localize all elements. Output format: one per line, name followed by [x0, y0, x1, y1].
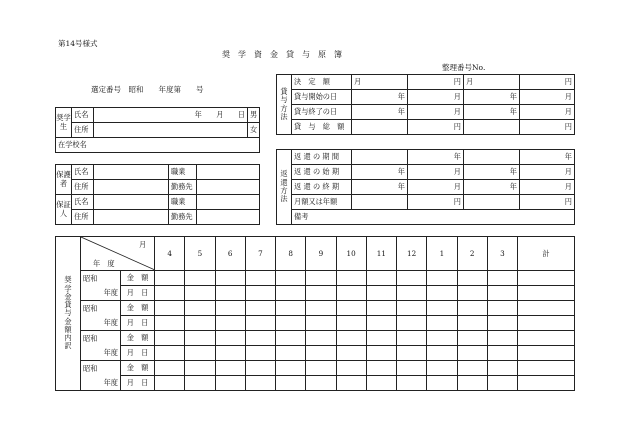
repay-label-2: 返 還 の 終 期 — [292, 180, 352, 195]
month-header: 月 — [139, 240, 147, 249]
page-title: 奨 学 資 金 貸 与 原 簿 — [222, 50, 342, 59]
date-label: 月 日 — [121, 316, 155, 331]
guardian-table — [55, 164, 260, 225]
repay-label-1: 返 還 の 始 期 — [292, 165, 352, 180]
month-3: 3 — [487, 237, 517, 271]
ledger-corner-header — [81, 237, 155, 271]
year-cell: 昭和 年度 — [81, 361, 121, 391]
date-label: 月 日 — [121, 346, 155, 361]
month-8: 8 — [276, 237, 306, 271]
guarantor-address-label: 住所 — [72, 210, 94, 225]
month-4: 4 — [155, 237, 185, 271]
loan-group-label: 貸与方法 — [277, 75, 292, 135]
student-birthdate: 年 月 日 — [94, 108, 248, 123]
amount-label: 金 額 — [121, 271, 155, 286]
male-label: 男 — [248, 108, 260, 123]
month-5: 5 — [185, 237, 215, 271]
seiri-number: 整理番号No. — [442, 63, 486, 72]
loan-label-2: 貸与終了の日 — [292, 105, 352, 120]
repay-label-0: 返 還 の 期 間 — [292, 150, 352, 165]
amount-label: 金 額 — [121, 301, 155, 316]
student-group-label: 奨学生 — [56, 108, 72, 138]
year-cell: 昭和 年度 — [81, 301, 121, 331]
amount-label: 金 額 — [121, 361, 155, 376]
month-7: 7 — [245, 237, 275, 271]
loan-label-3: 貸 与 総 額 — [292, 120, 352, 135]
month-10: 10 — [336, 237, 366, 271]
repay-group-label: 返還方法 — [277, 150, 292, 225]
month-1: 1 — [427, 237, 457, 271]
guarantor-group-label: 保証人 — [56, 195, 72, 225]
year-cell: 昭和 年度 — [81, 271, 121, 301]
date-label: 月 日 — [121, 376, 155, 391]
student-address-label: 住所 — [72, 123, 94, 138]
guarantor-job-label: 職業 — [169, 195, 197, 210]
guardian-address-label: 住所 — [72, 180, 94, 195]
school-name-label: 在学校名 — [56, 138, 260, 153]
month-2: 2 — [457, 237, 487, 271]
student-address-value — [94, 123, 248, 138]
year-header: 年 度 — [93, 259, 115, 268]
guardian-work-label: 勤務先 — [169, 180, 197, 195]
selection-number: 選定番号 昭和 年度第 号 — [91, 85, 204, 94]
female-label: 女 — [248, 123, 260, 138]
loan-label-0: 決 定 額 — [292, 75, 352, 90]
student-table — [55, 107, 260, 153]
month-12: 12 — [397, 237, 427, 271]
guardian-job-label: 職業 — [169, 165, 197, 180]
year-cell: 昭和 年度 — [81, 331, 121, 361]
remarks-label: 備考 — [292, 210, 352, 225]
loan-label-1: 貸与開始の日 — [292, 90, 352, 105]
ledger-group-label: 奨学金貸与金額内訳 — [56, 237, 81, 391]
guarantor-name-label: 氏名 — [72, 195, 94, 210]
date-label: 月 日 — [121, 286, 155, 301]
loan-table: 貸与方法 決 定 額 月 円 月 円 貸与開始の日 年 月 年 月 貸与終了の日 年 月 年 月 貸 与 総 額 円 円 — [276, 74, 575, 135]
repay-table: 返還方法 返 還 の 期 間 年 年 返 還 の 始 期 年 月 年 月 返 還 の 終 期 年 月 年 月 月額又は年額 円 円 備考 — [276, 149, 575, 225]
student-name-label: 氏名 — [72, 108, 94, 123]
guardian-name-label: 氏名 — [72, 165, 94, 180]
form-number: 第14号様式 — [58, 39, 98, 48]
repay-label-3: 月額又は年額 — [292, 195, 352, 210]
guardian-group-label: 保護者 — [56, 165, 72, 195]
month-9: 9 — [306, 237, 336, 271]
total-header: 計 — [518, 237, 575, 271]
month-11: 11 — [366, 237, 396, 271]
guarantor-work-label: 勤務先 — [169, 210, 197, 225]
month-6: 6 — [215, 237, 245, 271]
amount-label: 金 額 — [121, 331, 155, 346]
ledger-table — [55, 236, 575, 391]
